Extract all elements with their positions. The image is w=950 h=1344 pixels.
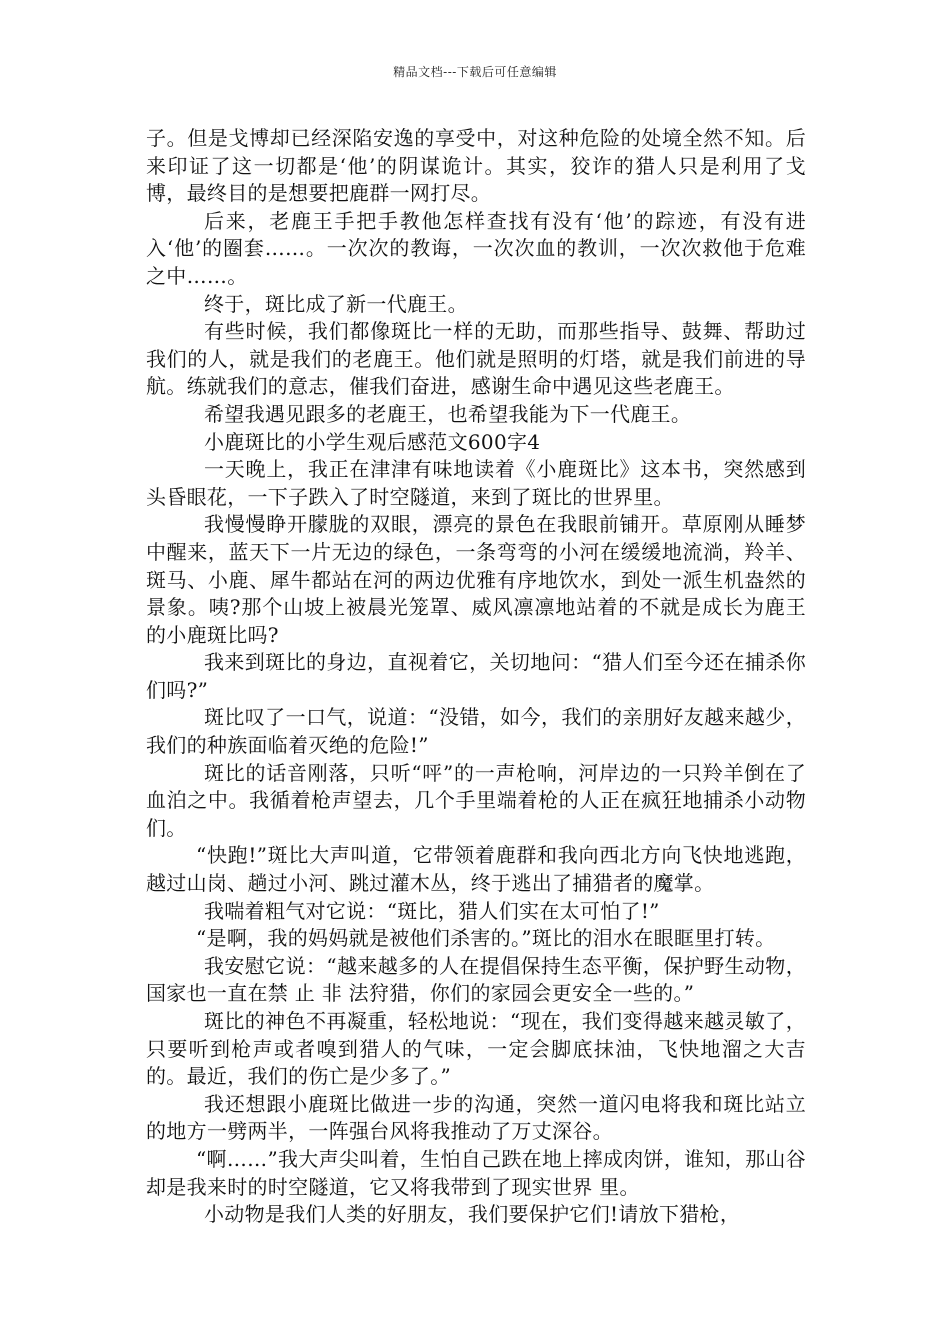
paragraph-5: 希望我遇见跟多的老鹿王，也希望我能为下一代鹿王。 <box>204 401 692 426</box>
section-title: 小鹿斑比的小学生观后感范文600字4 <box>204 429 541 454</box>
paragraph-15: 我安慰它说：“越来越多的人在提倡保持生态平衡，保护野生动物，国家也一直在禁 止 非 法狩猎，你们的家园会更安全一些的。” <box>146 953 806 1006</box>
paragraph-2: 后来，老鹿王手把手教他怎样查找有没有‘他’的踪迹，有没有进入‘他’的圈套……。一次次的教诲，一次次血的教训，一次次救他于危难之中……。 <box>146 208 806 288</box>
paragraph-10: 斑比叹了一口气，说道：“没错，如今，我们的亲朋好友越来越少，我们的种族面临着灭绝的危险!” <box>146 705 806 758</box>
paragraph-19: 小动物是我们人类的好朋友，我们要保护它们!请放下猎枪， <box>204 1202 741 1227</box>
paragraph-18: “啊……”我大声尖叫着，生怕自己跌在地上摔成肉饼，谁知，那山谷却是我来时的时空隧道，它又将我带到了现实世界 里。 <box>146 1146 806 1199</box>
paragraph-16: 斑比的神色不再凝重，轻松地说：“现在，我们变得越来越灵敏了，只要听到枪声或者嗅到猎人的气味，一定会脚底抹油，飞快地溜之大吉的。最近，我们的伤亡是少多了。” <box>146 1009 806 1089</box>
paragraph-4: 有些时候，我们都像斑比一样的无助，而那些指导、鼓舞、帮助过我们的人，就是我们的老鹿王。他们就是照明的灯塔，就是我们前进的导航。练就我们的意志，催我们奋进，感谢生命中遇见这些老鹿王。 <box>146 319 806 399</box>
paragraph-13: 我喘着粗气对它说：“斑比，猎人们实在太可怕了!” <box>204 898 660 923</box>
paragraph-7: 一天晚上，我正在津津有味地读着《小鹿斑比》这本书，突然感到头昏眼花，一下子跌入了时空隧道，来到了斑比的世界里。 <box>146 457 806 509</box>
paragraph-11: 斑比的话音刚落，只听“呯”的一声枪响，河岸边的一只羚羊倒在了血泊之中。我循着枪声望去，几个手里端着枪的人正在疯狂地捕杀小动物们。 <box>146 760 806 840</box>
paragraph-17: 我还想跟小鹿斑比做进一步的沟通，突然一道闪电将我和斑比站立的地方一劈两半，一阵强台风将我推动了万丈深谷。 <box>146 1091 806 1144</box>
page-header: 精品文档---下载后可任意编辑 <box>393 65 557 79</box>
paragraph-1: 子。但是戈博却已经深陷安逸的享受中，对这种危险的处境全然不知。后来印证了这一切都是‘他’的阴谋诡计。其实，狡诈的猎人只是利用了戈博，最终目的是想要把鹿群一网打尽。 <box>146 126 806 206</box>
paragraph-14: “是啊，我的妈妈就是被他们杀害的。”斑比的泪水在眼眶里打转。 <box>196 926 776 951</box>
paragraph-3: 终于，斑比成了新一代鹿王。 <box>204 291 468 316</box>
document-body <box>146 125 806 1229</box>
paragraph-12: “快跑!”斑比大声叫道，它带领着鹿群和我向西北方向飞快地逃跑，越过山岗、趟过小河、跳过灌木丛，终于逃出了捕猎者的魔掌。 <box>146 843 806 896</box>
paragraph-9: 我来到斑比的身边，直视着它，关切地问：“猎人们至今还在捕杀你们吗?” <box>146 650 806 702</box>
paragraph-8: 我慢慢睁开朦胧的双眼，漂亮的景色在我眼前铺开。草原刚从睡梦中醒来，蓝天下一片无边的绿色，一条弯弯的小河在缓缓地流淌，羚羊、斑马、小鹿、犀牛都站在河的两边优雅有序地饮水，到处一派生机盎然的景象。咦?那个山坡上被晨光笼罩、威风凛凛地站着的不就是成长为鹿王的小鹿斑比吗? <box>146 512 806 647</box>
